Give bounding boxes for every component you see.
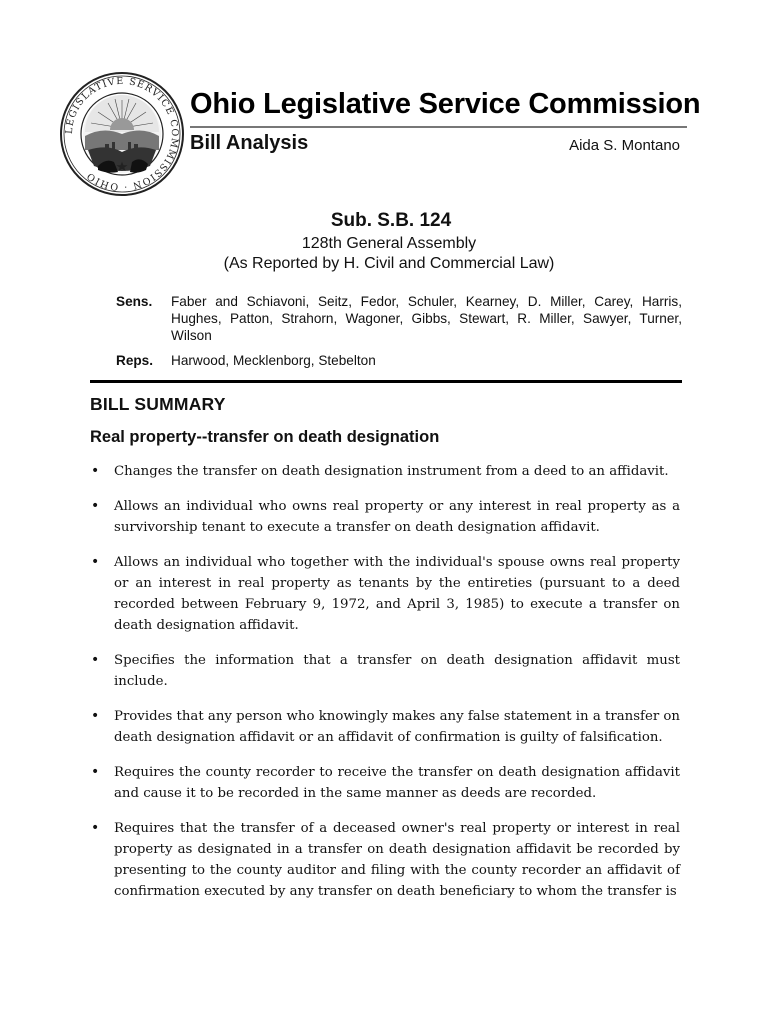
bullet-icon: • [91, 708, 100, 724]
organization-title: Ohio Legislative Service Commission [190, 88, 701, 120]
bullet-icon: • [91, 463, 100, 479]
summary-bullet-text: Provides that any person who knowingly makes any false statement in a transfer on death designation affidavit or an affidavit of confirmation is guilty of falsification. [114, 709, 680, 745]
senate-sponsors-label: Sens. [116, 294, 153, 309]
summary-bullet [90, 762, 680, 804]
summary-bullet-text: Allows an individual who together with the individual's spouse owns real property or an interest in real property as tenants by the entireties (pursuant to a deed recorded between February 9, 1972, and April 3, 1985) to execute a transfer on death designation affidavit. [114, 555, 680, 633]
bullet-icon: • [91, 652, 100, 668]
bullet-icon: • [91, 554, 100, 570]
summary-bullet [90, 650, 680, 692]
summary-bullet [90, 461, 680, 482]
bill-number: Sub. S.B. 124 [330, 210, 452, 231]
summary-bullet [90, 496, 680, 538]
bill-status: (As Reported by H. Civil and Commercial Law) [223, 255, 555, 272]
summary-bullet [90, 818, 680, 902]
bullet-icon: • [91, 764, 100, 780]
house-sponsors-label: Reps. [116, 353, 154, 368]
senate-sponsors-names: Faber and Schiavoni, Seitz, Fedor, Schuler, Kearney, D. Miller, Carey, Harris, Hughes, Patton, Strahorn, Wagoner, Gibbs, Stewart, R. Miller, Sawyer, Turner, Wilson [171, 294, 682, 343]
summary-bullet-text: Requires that the transfer of a deceased owner's real property or interest in real property as designated in a transfer on death designation affidavit be recorded by presenting to the county auditor and filing with the county recorder an affidavit of confirmation executed by any transfer on death beneficiary to whom the transfer is [114, 821, 680, 899]
summary-bullet-text: Allows an individual who owns real property or any interest in real property as a survivorship tenant to execute a transfer on death designation affidavit. [114, 499, 680, 535]
summary-bullet-text: Specifies the information that a transfer on death designation affidavit must include. [114, 653, 680, 689]
bullet-icon: • [91, 498, 100, 514]
seal-lettering: LEGISLATIVE SERVICE COMMISSION · OHIO [63, 75, 181, 193]
summary-bullet-text: Changes the transfer on death designation instrument from a deed to an affidavit. [114, 464, 669, 479]
bullet-icon: • [91, 820, 100, 836]
summary-bullet-text: Requires the county recorder to receive the transfer on death designation affidavit and cause it to be recorded in the same manner as deeds are recorded. [114, 765, 680, 801]
senate-sponsors [116, 293, 682, 344]
house-sponsors [116, 352, 682, 369]
commission-seal-logo [58, 70, 186, 198]
bill-identification [0, 210, 770, 273]
title-underline-divider [190, 126, 687, 128]
general-assembly: 128th General Assembly [301, 235, 477, 252]
house-sponsors-names: Harwood, Mecklenborg, Stebelton [171, 353, 376, 368]
summary-bullet [90, 706, 680, 748]
summary-bullet-list [90, 461, 680, 916]
section-divider [90, 380, 682, 383]
analyst-name: Aida S. Montano [569, 137, 680, 154]
topic-subheading: Real property--transfer on death designation [90, 428, 440, 446]
summary-bullet [90, 552, 680, 636]
document-type-label: Bill Analysis [190, 132, 309, 154]
bill-summary-heading: BILL SUMMARY [90, 394, 226, 414]
